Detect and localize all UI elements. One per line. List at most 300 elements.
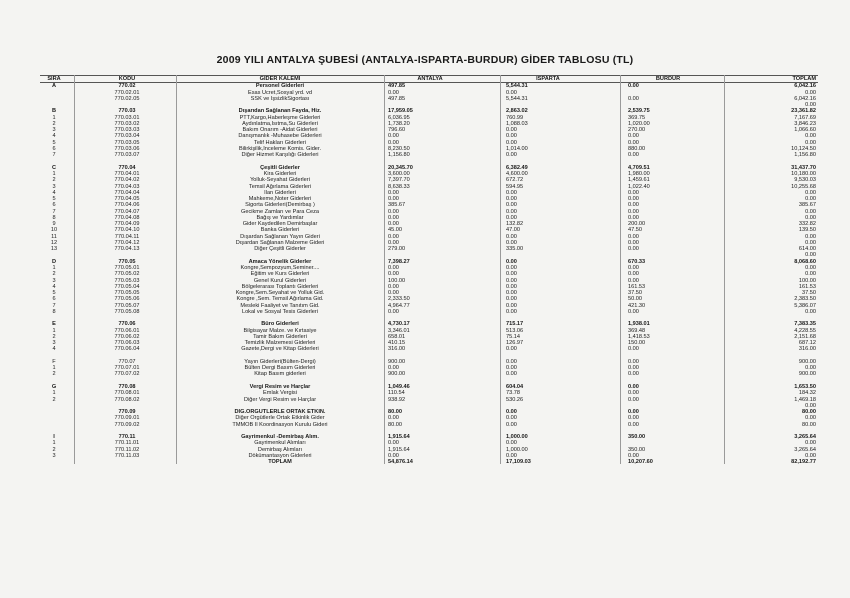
cell-gider-kalemi: Eğitim ve Kurs Giderleri xyxy=(250,271,310,278)
cell-burdur: 350.00 xyxy=(628,446,646,453)
cell-burdur: 1,022.40 xyxy=(628,183,650,190)
cell-isparta: 0.00 xyxy=(506,208,517,215)
cell-kodu: 770.08 xyxy=(118,384,136,391)
cell-toplam: 37.50 xyxy=(802,290,816,297)
cell-sira: 3 xyxy=(52,277,56,284)
cell-kodu: 770.05.05 xyxy=(114,290,140,297)
cell-antalya: 7,397.70 xyxy=(388,177,410,184)
cell-antalya: 3,346.01 xyxy=(388,327,410,334)
cell-kodu: 770.05 xyxy=(118,258,136,265)
cell-sira: 6 xyxy=(52,202,56,209)
cell-toplam: 614.00 xyxy=(798,246,816,253)
cell-toplam: 0.00 xyxy=(805,452,816,459)
cell-antalya: 0.00 xyxy=(388,233,399,240)
cell-sira: 2 xyxy=(52,446,56,453)
cell-burdur: 0.00 xyxy=(628,208,639,215)
cell-antalya: 45.00 xyxy=(388,227,402,234)
cell-sira: F xyxy=(52,358,56,365)
cell-kodu: 770.03.03 xyxy=(114,127,140,134)
cell-gider-kalemi: Temsil Ağırlama Giderleri xyxy=(248,183,312,190)
cell-burdur: 0.00 xyxy=(628,214,639,221)
cell-toplam: 80.00 xyxy=(802,409,816,416)
cell-gider-kalemi: Temizlik Malzemesi Giderleri xyxy=(244,340,316,347)
cell-burdur: 47.50 xyxy=(628,227,642,234)
cell-sira: 2 xyxy=(52,177,56,184)
cell-burdur: 1,020.00 xyxy=(628,120,650,127)
cell-sira: G xyxy=(51,384,57,391)
cell-kodu: 770.04.08 xyxy=(114,214,140,221)
cell-isparta: 126.97 xyxy=(506,340,524,347)
cell-gider-kalemi: Dışardan Sağlanan Malzeme Gideri xyxy=(235,239,325,246)
cell-sira: 4 xyxy=(52,283,56,290)
cell-toplam: 0.00 xyxy=(805,89,816,96)
cell-isparta: 0.00 xyxy=(506,133,517,140)
cell-burdur: 270.00 xyxy=(628,127,646,134)
cell-antalya: 900.00 xyxy=(388,371,406,378)
cell-isparta: 0.00 xyxy=(506,127,517,134)
cell-toplam: 0.00 xyxy=(805,189,816,196)
cell-isparta: 75.14 xyxy=(506,333,520,340)
cell-kodu: 770.04.05 xyxy=(114,196,140,203)
header-isparta: ISPARTA xyxy=(536,76,560,82)
cell-antalya: 0.00 xyxy=(388,89,399,96)
header-toplam: TOPLAM xyxy=(792,76,816,82)
cell-isparta: 0.00 xyxy=(506,371,517,378)
cell-gider-kalemi: Bilgisayar Malze. ve Kırtasiye xyxy=(243,327,317,334)
cell-kodu: 770.03.07 xyxy=(114,152,140,159)
cell-toplam: 0.00 xyxy=(805,308,816,315)
cell-antalya: 316.00 xyxy=(388,346,406,353)
cell-antalya: 0.00 xyxy=(388,139,399,146)
cell-toplam: 1,469.18 xyxy=(794,396,816,403)
cell-gider-kalemi: Bölgelerarası Toplantı Giderleri xyxy=(241,283,319,290)
cell-isparta: 530.26 xyxy=(506,396,524,403)
cell-toplam: 0.00 xyxy=(805,139,816,146)
cell-antalya: 0.00 xyxy=(388,452,399,459)
cell-antalya: 80.00 xyxy=(388,409,402,416)
header-antalya: ANTALYA xyxy=(417,76,443,82)
cell-antalya: 0.00 xyxy=(388,283,399,290)
header-gider-kalemi: GİDER KALEMİ xyxy=(259,76,301,82)
cell-toplam: 31,437.70 xyxy=(791,164,816,171)
cell-burdur: 0.00 xyxy=(628,396,639,403)
cell-isparta: 0.00 xyxy=(506,258,517,265)
cell-isparta: 0.00 xyxy=(506,277,517,284)
cell-sira: 5 xyxy=(52,196,56,203)
cell-burdur: 10,207.60 xyxy=(628,459,653,466)
cell-kodu: 770.05.07 xyxy=(114,302,140,309)
cell-antalya: 1,915.64 xyxy=(388,446,410,453)
cell-sira: 3 xyxy=(52,183,56,190)
cell-gider-kalemi: Banka Giderleri xyxy=(260,227,300,234)
cell-burdur: 0.00 xyxy=(628,83,639,90)
cell-isparta: 0.00 xyxy=(506,365,517,372)
cell-sira: 13 xyxy=(50,246,58,253)
cell-sira: 5 xyxy=(52,290,56,297)
cell-gider-kalemi: Dışarıdan Sağlanan Fayda, Hiz. xyxy=(238,108,322,115)
cell-kodu: 770.06.02 xyxy=(114,333,140,340)
cell-gider-kalemi: Kitap Basım giderleri xyxy=(254,371,306,378)
cell-gider-kalemi: TMMOB İl Koordinasyon Kurulu Gideri xyxy=(232,421,328,428)
cell-burdur: 0.00 xyxy=(628,196,639,203)
cell-gider-kalemi: Kongre,Sem.Seyahat ve Yolluk Gid. xyxy=(235,290,325,297)
cell-toplam: 0.00 xyxy=(805,233,816,240)
cell-kodu: 770.08.02 xyxy=(114,396,140,403)
cell-burdur: 0.00 xyxy=(628,365,639,372)
cell-kodu: 770.08.01 xyxy=(114,390,140,397)
cell-kodu: 770.04.02 xyxy=(114,177,140,184)
cell-gider-kalemi: Gider Kaydedilen Demirbaşlar xyxy=(242,221,318,228)
cell-antalya: 80.00 xyxy=(388,421,402,428)
cell-burdur: 1,980.00 xyxy=(628,170,650,177)
cell-isparta: 0.00 xyxy=(506,214,517,221)
cell-antalya: 4,730.17 xyxy=(388,321,410,328)
cell-antalya: 0.00 xyxy=(388,308,399,315)
cell-kodu: 770.03.06 xyxy=(114,145,140,152)
cell-isparta: 0.00 xyxy=(506,239,517,246)
cell-isparta: 0.00 xyxy=(506,271,517,278)
cell-kodu: 770.04.01 xyxy=(114,170,140,177)
cell-sira: 10 xyxy=(50,227,58,234)
cell-burdur: 2,539.75 xyxy=(628,108,650,115)
cell-gider-kalemi: Demirbaş Alımları xyxy=(257,446,303,453)
cell-burdur: 0.00 xyxy=(628,415,639,422)
cell-kodu: 770.07.02 xyxy=(114,371,140,378)
cell-gider-kalemi: Kira Giderleri xyxy=(263,170,297,177)
cell-kodu: 770.07.01 xyxy=(114,365,140,372)
cell-antalya: 497.85 xyxy=(388,95,406,102)
cell-toplam: 0.00 xyxy=(805,239,816,246)
cell-isparta: 0.00 xyxy=(506,302,517,309)
cell-antalya: 2,333.50 xyxy=(388,296,410,303)
cell-isparta: 1,000.00 xyxy=(506,434,528,441)
cell-kodu: 770.02 xyxy=(118,83,136,90)
header-sira: SIRA xyxy=(47,76,61,82)
cell-sira: E xyxy=(52,321,56,328)
cell-sira: 7 xyxy=(52,302,56,309)
cell-isparta: 0.00 xyxy=(506,308,517,315)
cell-kodu: 770.03.05 xyxy=(114,139,140,146)
cell-gider-kalemi: Diğer Hizmet Karşılığı Giderleri xyxy=(241,152,319,159)
cell-isparta: 0.00 xyxy=(506,409,517,416)
cell-gider-kalemi: Dışardan Sağlanan Yayın Gideri xyxy=(240,233,320,240)
cell-isparta: 715.17 xyxy=(506,321,524,328)
cell-antalya: 0.00 xyxy=(388,133,399,140)
cell-burdur: 0.00 xyxy=(628,246,639,253)
cell-sira: 1 xyxy=(52,264,56,271)
cell-gider-kalemi: DİĞ.ÖRGÜTLERLE ORTAK ETKİN. xyxy=(234,409,326,416)
cell-antalya: 385.67 xyxy=(388,202,406,209)
cell-sira: B xyxy=(51,108,57,115)
cell-gider-kalemi: Esas Ücret,Sosyal yrd. vd xyxy=(247,89,313,96)
cell-isparta: 0.00 xyxy=(506,290,517,297)
cell-toplam: 0.00 xyxy=(805,402,816,409)
cell-burdur: 1,459.61 xyxy=(628,177,650,184)
cell-antalya: 0.00 xyxy=(388,221,399,228)
cell-kodu: 770.11.02 xyxy=(114,446,140,453)
cell-toplam: 139.50 xyxy=(798,227,816,234)
cell-kodu: 770.11 xyxy=(118,434,136,441)
column-divider xyxy=(500,75,501,464)
cell-antalya: 0.00 xyxy=(388,239,399,246)
cell-kodu: 770.11.01 xyxy=(114,440,140,447)
cell-sira: A xyxy=(51,83,57,90)
cell-kodu: 770.05.06 xyxy=(114,296,140,303)
cell-kodu: 770.04.09 xyxy=(114,221,140,228)
cell-toplam: 0.00 xyxy=(805,133,816,140)
cell-isparta: 1,014.00 xyxy=(506,145,528,152)
cell-isparta: 760.99 xyxy=(506,114,524,121)
cell-toplam: 0.00 xyxy=(805,252,816,259)
cell-kodu: 770.09.01 xyxy=(114,415,140,422)
cell-burdur: 0.00 xyxy=(628,384,639,391)
cell-toplam: 7,167.69 xyxy=(794,114,816,121)
cell-gider-kalemi: SSK ve İşsizlikSigortası xyxy=(250,95,310,102)
cell-toplam: 1,653.50 xyxy=(794,384,816,391)
cell-sira: 12 xyxy=(50,239,58,246)
cell-sira: 3 xyxy=(52,452,56,459)
cell-sira: 7 xyxy=(52,152,56,159)
cell-antalya: 1,049.46 xyxy=(388,384,410,391)
cell-antalya: 17,959.05 xyxy=(388,108,413,115)
cell-sira: 1 xyxy=(52,114,56,121)
cell-toplam: 0.00 xyxy=(805,365,816,372)
cell-gider-kalemi: Kongre ,Sem. Temsil Ağırlama Gid. xyxy=(236,296,324,303)
cell-kodu: 770.04 xyxy=(118,164,136,171)
cell-kodu: 770.03 xyxy=(118,108,136,115)
cell-toplam: 0.00 xyxy=(805,415,816,422)
cell-sira: D xyxy=(51,258,57,265)
table-header xyxy=(40,75,818,83)
cell-toplam: 0.00 xyxy=(805,208,816,215)
cell-sira: 2 xyxy=(52,396,56,403)
cell-sira: 6 xyxy=(52,296,56,303)
cell-gider-kalemi: Diğer Vergi Resim ve Harçlar xyxy=(243,396,317,403)
cell-isparta: 6,382.49 xyxy=(506,164,528,171)
cell-antalya: 1,156.80 xyxy=(388,152,410,159)
cell-burdur: 200.00 xyxy=(628,221,646,228)
cell-isparta: 0.00 xyxy=(506,283,517,290)
cell-kodu: 770.03.01 xyxy=(114,114,140,121)
cell-isparta: 0.00 xyxy=(506,296,517,303)
cell-gider-kalemi: Diğer Çeşitli Giderler xyxy=(254,246,306,253)
cell-toplam: 9,530.03 xyxy=(794,177,816,184)
cell-toplam: 7,383.35 xyxy=(794,321,816,328)
cell-isparta: 0.00 xyxy=(506,202,517,209)
cell-gider-kalemi: Bağış ve Yardımlar xyxy=(256,214,304,221)
cell-toplam: 100.00 xyxy=(798,277,816,284)
cell-antalya: 1,915.64 xyxy=(388,434,410,441)
cell-toplam: 10,124.50 xyxy=(791,145,816,152)
cell-antalya: 6,036.95 xyxy=(388,114,410,121)
cell-burdur: 0.00 xyxy=(628,371,639,378)
cell-kodu: 770.03.02 xyxy=(114,120,140,127)
cell-sira: 1 xyxy=(52,390,56,397)
cell-toplam: 5,386.07 xyxy=(794,302,816,309)
cell-gider-kalemi: Kongre,Sempozyum,Seminer.... xyxy=(240,264,320,271)
cell-toplam: 6,042.16 xyxy=(794,83,816,90)
cell-toplam: 1,066.60 xyxy=(794,127,816,134)
cell-isparta: 0.00 xyxy=(506,189,517,196)
cell-isparta: 17,109.03 xyxy=(506,459,531,466)
cell-antalya: 0.00 xyxy=(388,189,399,196)
cell-kodu: 770.02.05 xyxy=(114,95,140,102)
cell-toplam: 82,192.77 xyxy=(791,459,816,466)
cell-kodu: 770.04.03 xyxy=(114,183,140,190)
cell-burdur: 350.00 xyxy=(628,434,646,441)
cell-burdur: 0.00 xyxy=(628,421,639,428)
cell-antalya: 0.00 xyxy=(388,264,399,271)
cell-kodu: 770.04.13 xyxy=(114,246,140,253)
cell-gider-kalemi: Emlak Vergisi xyxy=(263,390,297,397)
cell-gider-kalemi: Gecikme Zamları ve Para Ceza xyxy=(240,208,320,215)
cell-gider-kalemi: Çeşitli Giderler xyxy=(260,164,300,171)
cell-toplam: 0.00 xyxy=(805,196,816,203)
cell-burdur: 0.00 xyxy=(628,358,639,365)
cell-isparta: 594.95 xyxy=(506,183,524,190)
cell-kodu: 770.11.03 xyxy=(114,452,140,459)
cell-antalya: 658.01 xyxy=(388,333,406,340)
column-divider xyxy=(176,75,177,464)
cell-toplam: 0.00 xyxy=(805,214,816,221)
cell-antalya: 20,345.70 xyxy=(388,164,413,171)
cell-kodu: 770.05.04 xyxy=(114,283,140,290)
cell-isparta: 672.72 xyxy=(506,177,524,184)
cell-antalya: 54,876.14 xyxy=(388,459,413,466)
cell-kodu: 770.04.07 xyxy=(114,208,140,215)
cell-toplam: 161.53 xyxy=(798,283,816,290)
cell-toplam: 10,255.68 xyxy=(791,183,816,190)
cell-sira: 3 xyxy=(52,127,56,134)
cell-antalya: 1,738.20 xyxy=(388,120,410,127)
cell-kodu: 770.03.04 xyxy=(114,133,140,140)
cell-antalya: 8,230.50 xyxy=(388,145,410,152)
cell-gider-kalemi: Yolluk-Seyahat Giderleri xyxy=(250,177,310,184)
cell-kodu: 770.04.06 xyxy=(114,202,140,209)
cell-kodu: 770.05.01 xyxy=(114,264,140,271)
cell-burdur: 4,709.51 xyxy=(628,164,650,171)
cell-kodu: 770.09.02 xyxy=(114,421,140,428)
cell-gider-kalemi: Tamir Bakım Giderleri xyxy=(253,333,307,340)
cell-antalya: 8,638.33 xyxy=(388,183,410,190)
cell-isparta: 0.00 xyxy=(506,139,517,146)
cell-burdur: 0.00 xyxy=(628,233,639,240)
cell-toplam: 2,383.50 xyxy=(794,296,816,303)
cell-toplam: 1,156.80 xyxy=(794,152,816,159)
cell-toplam: 2,151.68 xyxy=(794,333,816,340)
cell-kodu: 770.05.08 xyxy=(114,308,140,315)
cell-isparta: 0.00 xyxy=(506,89,517,96)
cell-isparta: 5,544.31 xyxy=(506,83,528,90)
cell-burdur: 0.00 xyxy=(628,152,639,159)
cell-toplam: 316.00 xyxy=(798,346,816,353)
table-body xyxy=(40,83,818,465)
cell-sira: 4 xyxy=(52,189,56,196)
cell-isparta: 1,088.03 xyxy=(506,120,528,127)
cell-sira: C xyxy=(51,164,57,171)
cell-gider-kalemi: Telif Hakları Giderleri xyxy=(254,139,306,146)
cell-antalya: 110.54 xyxy=(388,390,405,397)
cell-toplam: 4,228.55 xyxy=(794,327,816,334)
cell-gider-kalemi: Aydınlatma,Isıtma,Su Giderleri xyxy=(242,120,318,127)
cell-antalya: 0.00 xyxy=(388,440,399,447)
cell-antalya: 900.00 xyxy=(388,358,406,365)
cell-burdur: 37.50 xyxy=(628,290,642,297)
cell-kodu: 770.06 xyxy=(118,321,136,328)
cell-sira: 1 xyxy=(52,170,56,177)
cell-kodu: 770.06.04 xyxy=(114,346,140,353)
total-row xyxy=(40,459,818,465)
cell-burdur: 0.00 xyxy=(628,277,639,284)
cell-kodu: 770.04.10 xyxy=(114,227,140,234)
cell-sira: I xyxy=(53,434,55,441)
cell-sira: 4 xyxy=(52,133,56,140)
cell-antalya: 0.00 xyxy=(388,290,399,297)
cell-gider-kalemi: Sigorta Giderleri(Demirbaş ) xyxy=(245,202,315,209)
cell-isparta: 335.00 xyxy=(506,246,524,253)
cell-antalya: 938.92 xyxy=(388,396,406,403)
cell-gider-kalemi: Bakım Onarım -Aidat Giderleri xyxy=(242,127,318,134)
cell-antalya: 7,398.27 xyxy=(388,258,410,265)
cell-burdur: 0.00 xyxy=(628,202,639,209)
cell-gider-kalemi: Bilirkişilik,İnceleme Komis. Gider. xyxy=(238,145,322,152)
cell-isparta: 0.00 xyxy=(506,415,517,422)
cell-gider-kalemi: Danışmanlık -Muhasebe Giderleri xyxy=(238,133,322,140)
cell-toplam: 23,361.82 xyxy=(791,108,816,115)
cell-isparta: 1,000.00 xyxy=(506,446,528,453)
cell-toplam: 10,180.00 xyxy=(791,170,816,177)
cell-toplam: 385.67 xyxy=(798,202,816,209)
cell-kodu: 770.06.01 xyxy=(114,327,140,334)
cell-isparta: 513.06 xyxy=(506,327,524,334)
page-title: 2009 YILI ANTALYA ŞUBESİ (ANTALYA-ISPARTA-BURDUR) GİDER TABLOSU (TL) xyxy=(216,54,634,66)
cell-gider-kalemi: TOPLAM xyxy=(268,459,292,466)
cell-isparta: 0.00 xyxy=(506,233,517,240)
cell-isparta: 0.00 xyxy=(506,152,517,159)
cell-isparta: 0.00 xyxy=(506,452,517,459)
cell-gider-kalemi: Yayın Giderleri(Bülten-Dergi) xyxy=(244,358,316,365)
cell-isparta: 0.00 xyxy=(506,421,517,428)
cell-burdur: 0.00 xyxy=(628,346,639,353)
cell-antalya: 3,600.00 xyxy=(388,170,410,177)
cell-antalya: 796.60 xyxy=(388,127,406,134)
cell-kodu: 770.05.02 xyxy=(114,271,140,278)
column-divider xyxy=(384,75,385,464)
cell-isparta: 0.00 xyxy=(506,440,517,447)
cell-toplam: 184.32 xyxy=(798,390,816,397)
cell-burdur: 0.00 xyxy=(628,271,639,278)
cell-isparta: 0.00 xyxy=(506,264,517,271)
cell-burdur: 1,418.53 xyxy=(628,333,650,340)
cell-gider-kalemi: Diğer Örgütlerle Ortak Etkinlik Gider xyxy=(235,415,325,422)
cell-burdur: 0.00 xyxy=(628,139,639,146)
cell-toplam: 900.00 xyxy=(798,371,816,378)
cell-isparta: 2,863.02 xyxy=(506,108,528,115)
cell-toplam: 0.00 xyxy=(805,102,816,109)
cell-gider-kalemi: Vergi Resim ve Harçlar xyxy=(249,384,311,391)
cell-gider-kalemi: İlan Giderleri xyxy=(264,189,296,196)
cell-sira: 8 xyxy=(52,308,56,315)
cell-gider-kalemi: Personel Giderleri xyxy=(255,83,305,90)
cell-isparta: 4,600.00 xyxy=(506,170,528,177)
cell-gider-kalemi: Büro Giderleri xyxy=(261,321,299,328)
cell-sira: 2 xyxy=(52,371,56,378)
cell-sira: 5 xyxy=(52,139,56,146)
cell-isparta: 0.00 xyxy=(506,346,517,353)
cell-burdur: 50.00 xyxy=(628,296,642,303)
cell-gider-kalemi: Gazete,Dergi ve Kitap Giderleri xyxy=(241,346,319,353)
cell-sira: 11 xyxy=(51,233,57,240)
